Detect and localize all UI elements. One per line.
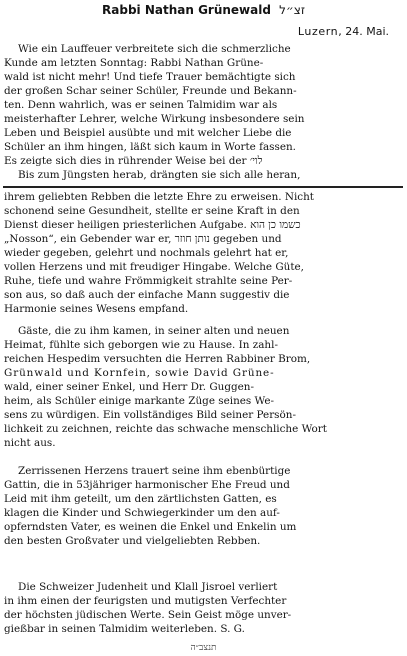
text-line: Es zeigte sich dies in rührender Weise bei der לוי׳ <box>4 155 263 167</box>
text-line: Schüler an ihm hingen, läßt sich kaum in Worte fassen. <box>4 141 296 153</box>
text-line: Dienst dieser heiligen priesterlichen Aufgabe. כשמו כן הוא <box>4 219 301 231</box>
text-line: Zerrissenen Herzens trauert seine ihm ebenbürtige <box>18 465 291 477</box>
text-line: wald, einer seiner Enkel, und Herr Dr. Guggen- <box>4 381 255 393</box>
text-line: schonend seine Gesundheit, stellte er seine Kraft in den <box>4 205 300 217</box>
text-line: der großen Schar seiner Schüler, Freunde und Bekann- <box>4 85 297 97</box>
dateline-date: 24. Mai. <box>345 25 389 38</box>
text-line: Gattin, die in 53jähriger harmonischer Ehe Freud und <box>4 479 290 491</box>
text-line: Die Schweizer Judenheit und Klall Jisroel verliert <box>18 581 278 593</box>
text-line: Ruhe, tiefe und wahre Frömmigkeit strahlte seine Per- <box>4 275 293 287</box>
text-line: sens zu würdigen. Ein vollständiges Bild seiner Persön- <box>4 409 296 421</box>
text-line: der höchsten jüdischen Werte. Sein Geist möge unver- <box>4 609 292 621</box>
text-line: Grünwald und Kornfein, sowie David Grüne- <box>4 367 275 379</box>
closing-hebrew-mark: תנצב״ה <box>190 643 217 653</box>
dateline: Luzern, 24. Mai. <box>297 25 389 38</box>
text-line: son aus, so daß auch der einfache Mann suggestiv die <box>4 289 290 301</box>
article-title <box>0 3 407 17</box>
text-line: Bis zum Jüngsten herab, drängten sie sich alle heran, <box>18 169 301 181</box>
dateline-place: Luzern <box>297 25 339 38</box>
text-line: „Nosson“, ein Gebender war er, נותן חוזר gegeben und <box>4 233 282 245</box>
text-line: Leid mit ihm geteilt, um den zärtlichsten Gatten, es <box>4 493 277 505</box>
text-line: Kunde am letzten Sonntag: Rabbi Nathan Grüne- <box>4 57 264 69</box>
text-line: opferndsten Vater, es weinen die Enkel und Enkelin um <box>4 521 297 533</box>
text-line: Harmonie seines Wesens empfand. <box>4 303 189 315</box>
text-line: vollen Herzens und mit freudiger Hingabe. Welche Güte, <box>4 261 304 273</box>
text-line: wald ist nicht mehr! Und tiefe Trauer bemächtigte sich <box>4 71 296 83</box>
text-line: in ihm einen der feurigsten und mutigsten Verfechter <box>4 595 287 607</box>
title-hebrew: זצ״ל <box>279 3 305 17</box>
text-line: den besten Großvater und vielgeliebten Rebben. <box>4 535 261 547</box>
text-line: gießbar in seinen Talmidim weiterleben. S. G. <box>4 623 245 635</box>
text-line: Leben und Beispiel ausübte und mit welcher Liebe die <box>4 127 292 139</box>
text-line: ten. Denn wahrlich, was er seinen Talmidim war als <box>4 99 278 111</box>
text-line: Gäste, die zu ihm kamen, in seiner alten und neuen <box>18 325 290 337</box>
text-line: lichkeit zu zeichnen, reichte das schwache menschliche Wort <box>4 423 327 435</box>
column-break-rule <box>3 186 403 188</box>
text-line: meisterhafter Lehrer, welche Wirkung insbesondere sein <box>4 113 305 125</box>
text-line: heim, als Schüler einige markante Züge seines We- <box>4 395 275 407</box>
text-line: reichen Hespedim versuchten die Herren Rabbiner Brom, <box>4 353 311 365</box>
text-line: klagen die Kinder und Schwiegerkinder um den auf- <box>4 507 280 519</box>
text-line: ihrem geliebten Rebben die letzte Ehre zu erweisen. Nicht <box>4 191 314 203</box>
text-line: Wie ein Lauffeuer verbreitete sich die schmerzliche <box>18 43 291 55</box>
text-line: nicht aus. <box>4 437 56 449</box>
text-line: Heimat, fühlte sich geborgen wie zu Hause. In zahl- <box>4 339 278 351</box>
text-line: wieder gegeben, gelehrt und nochmals gelehrt hat er, <box>4 247 289 259</box>
title-text: Rabbi Nathan Grünewald <box>102 3 271 17</box>
